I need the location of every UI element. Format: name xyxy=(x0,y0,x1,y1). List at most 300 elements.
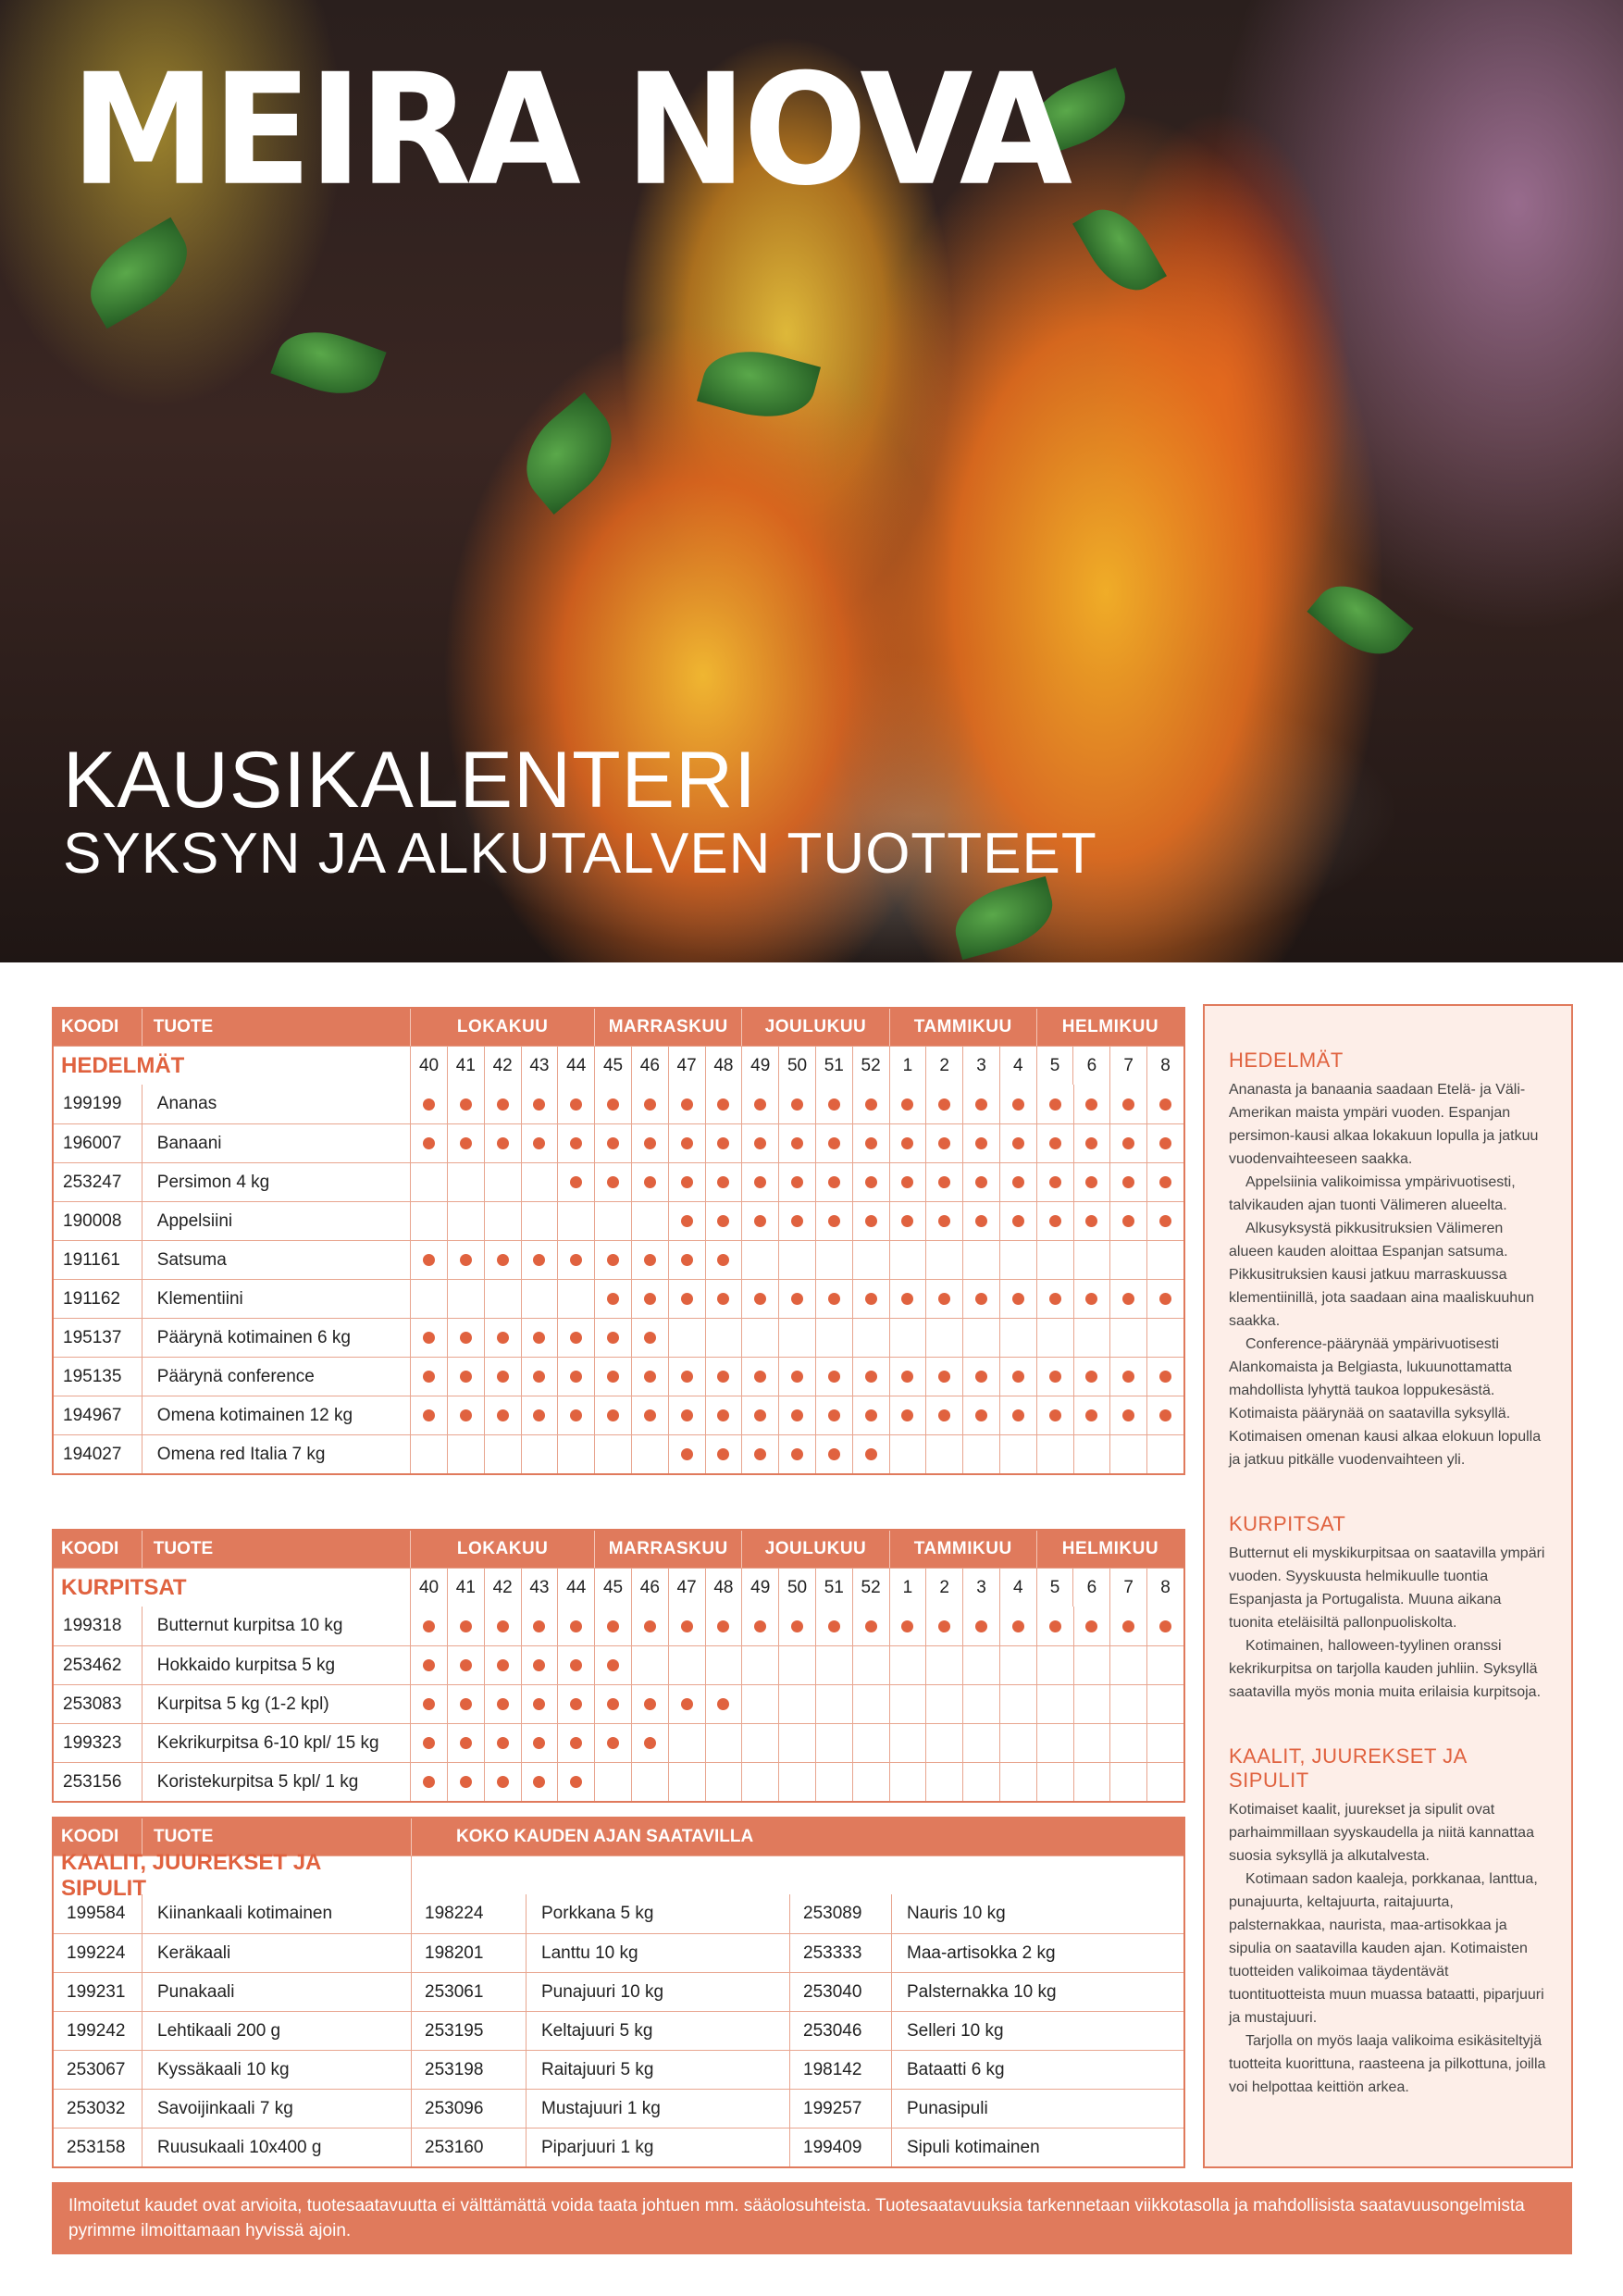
availability-dot-icon xyxy=(975,1293,987,1305)
availability-dot-icon xyxy=(570,1098,582,1111)
week-cell xyxy=(889,1607,926,1645)
week-cell xyxy=(484,1202,521,1240)
week-number: 50 xyxy=(778,1047,815,1085)
availability-dot-icon xyxy=(1049,1176,1061,1188)
week-cell xyxy=(1146,1358,1183,1396)
week-number: 40 xyxy=(410,1569,447,1607)
availability-dot-icon xyxy=(717,1215,729,1227)
week-cell xyxy=(815,1163,852,1201)
week-cell xyxy=(1036,1763,1073,1801)
week-number: 8 xyxy=(1146,1569,1183,1607)
week-cell xyxy=(447,1202,484,1240)
paragraph: Conference-päärynää ympärivuotisesti Alankomaista ja Belgiasta, lukuunottamatta mahdollista lyhyttä taukoa loppukesästä. Kotimaista päärynää on saatavilla syksyllä. Kotimaisen omenan kausi alkaa elokuun lopulla ja jatkuu pitkälle vuodenvaihteen yli. xyxy=(1229,1336,1542,1468)
product-code: 199231 xyxy=(67,1981,126,2002)
week-cell xyxy=(1036,1724,1073,1762)
availability-dot-icon xyxy=(1122,1137,1134,1149)
week-cell xyxy=(815,1319,852,1357)
availability-dot-icon xyxy=(423,1332,435,1344)
availability-dot-icon xyxy=(717,1293,729,1305)
availability-dot-icon xyxy=(975,1176,987,1188)
week-number: 49 xyxy=(741,1569,778,1607)
availability-dot-icon xyxy=(975,1620,987,1632)
availability-dot-icon xyxy=(497,1371,509,1383)
week-cell xyxy=(852,1646,889,1684)
week-cell xyxy=(1036,1085,1073,1123)
availability-dot-icon xyxy=(533,1371,545,1383)
availability-dot-icon xyxy=(681,1254,693,1266)
week-cell xyxy=(999,1319,1036,1357)
product-name: Raitajuuri 5 kg xyxy=(526,2051,789,2089)
week-cell xyxy=(1073,1163,1110,1201)
week-cell xyxy=(925,1319,962,1357)
availability-dot-icon xyxy=(644,1098,656,1111)
week-cell xyxy=(962,1319,999,1357)
week-cell xyxy=(962,1607,999,1645)
product-code: 253156 xyxy=(63,1771,122,1792)
week-number: 4 xyxy=(999,1569,1036,1607)
availability-dot-icon xyxy=(1122,1409,1134,1421)
week-cell xyxy=(484,1435,521,1473)
week-cell xyxy=(889,1280,926,1318)
week-cell xyxy=(594,1685,631,1723)
product-name: Ruusukaali 10x400 g xyxy=(142,2128,411,2166)
table-row xyxy=(54,2089,1183,2128)
week-cell xyxy=(521,1763,558,1801)
table-row xyxy=(54,1279,1183,1318)
week-cell xyxy=(778,1319,815,1357)
availability-dot-icon xyxy=(717,1448,729,1460)
availability-dot-icon xyxy=(570,1176,582,1188)
week-cell xyxy=(521,1202,558,1240)
week-cell xyxy=(1109,1358,1146,1396)
month-lokakuu: LOKAKUU xyxy=(410,1009,594,1046)
availability-dot-icon xyxy=(1085,1137,1097,1149)
week-number: 40 xyxy=(410,1047,447,1085)
product-name: Piparjuuri 1 kg xyxy=(526,2128,789,2166)
week-cell xyxy=(668,1607,705,1645)
week-cell xyxy=(1109,1163,1146,1201)
availability-dot-icon xyxy=(533,1098,545,1111)
week-number: 41 xyxy=(447,1569,484,1607)
availability-dot-icon xyxy=(570,1332,582,1344)
week-number: 44 xyxy=(557,1047,594,1085)
availability-dot-icon xyxy=(570,1254,582,1266)
availability-dot-icon xyxy=(901,1620,913,1632)
week-cell xyxy=(521,1124,558,1162)
product-name: Porkkana 5 kg xyxy=(526,1894,789,1933)
week-cell xyxy=(447,1241,484,1279)
mint-leaf-icon xyxy=(1307,569,1413,671)
availability-dot-icon xyxy=(1049,1371,1061,1383)
availability-dot-icon xyxy=(497,1737,509,1749)
week-cell xyxy=(1146,1202,1183,1240)
product-code: 191161 xyxy=(63,1249,120,1270)
week-cell xyxy=(741,1280,778,1318)
pumpkins-table xyxy=(52,1529,1185,1803)
availability-dot-icon xyxy=(644,1137,656,1149)
availability-dot-icon xyxy=(644,1254,656,1266)
week-cell xyxy=(999,1724,1036,1762)
week-cell xyxy=(962,1685,999,1723)
week-cell xyxy=(484,1163,521,1201)
product-name: Punasipuli xyxy=(891,2090,1183,2128)
week-cell xyxy=(447,1763,484,1801)
week-number: 45 xyxy=(594,1569,631,1607)
category-row xyxy=(54,1568,1183,1607)
week-cell xyxy=(1109,1085,1146,1123)
product-name: Päärynä conference xyxy=(142,1358,410,1396)
availability-dot-icon xyxy=(460,1737,472,1749)
week-cell xyxy=(815,1724,852,1762)
week-number: 5 xyxy=(1036,1047,1073,1085)
week-cell xyxy=(705,1280,742,1318)
availability-dot-icon xyxy=(533,1137,545,1149)
availability-dot-icon xyxy=(754,1176,766,1188)
week-cell xyxy=(852,1396,889,1434)
week-cell xyxy=(521,1396,558,1434)
week-cell xyxy=(668,1396,705,1434)
week-cell xyxy=(925,1435,962,1473)
availability-dot-icon xyxy=(1049,1409,1061,1421)
product-header: TUOTE xyxy=(142,1818,411,1855)
availability-dot-icon xyxy=(717,1620,729,1632)
product-name: Kekrikurpitsa 6-10 kpl/ 15 kg xyxy=(142,1724,410,1762)
week-cell xyxy=(447,1319,484,1357)
availability-dot-icon xyxy=(1159,1371,1171,1383)
week-cell xyxy=(410,1358,447,1396)
table-row xyxy=(54,1123,1183,1162)
week-number: 5 xyxy=(1036,1569,1073,1607)
week-cell xyxy=(1109,1607,1146,1645)
week-cell xyxy=(778,1358,815,1396)
week-cell xyxy=(410,1435,447,1473)
product-code: 191162 xyxy=(63,1288,120,1309)
paragraph: Kotimainen, halloween-tyylinen oranssi kekrikurpitsa on tarjolla kauden juhliin. Syksyllä saatavilla myös monia muita erilaisia kurpitsoja. xyxy=(1229,1638,1542,1700)
week-cell xyxy=(1146,1280,1183,1318)
week-cell xyxy=(705,1763,742,1801)
week-cell xyxy=(1036,1646,1073,1684)
week-cell xyxy=(594,1163,631,1201)
week-cell xyxy=(631,1724,668,1762)
week-number: 51 xyxy=(815,1569,852,1607)
week-cell xyxy=(1146,1763,1183,1801)
availability-dot-icon xyxy=(1012,1137,1024,1149)
availability-dot-icon xyxy=(644,1409,656,1421)
week-number: 49 xyxy=(741,1047,778,1085)
table-row xyxy=(54,1396,1183,1434)
availability-dot-icon xyxy=(1012,1293,1024,1305)
week-cell xyxy=(1146,1435,1183,1473)
code-header: KOODI xyxy=(61,1017,119,1036)
week-cell xyxy=(557,1358,594,1396)
code-header: KOODI xyxy=(61,1827,119,1846)
availability-dot-icon xyxy=(1159,1137,1171,1149)
availability-dot-icon xyxy=(1012,1215,1024,1227)
week-number: 1 xyxy=(889,1047,926,1085)
week-cell xyxy=(447,1280,484,1318)
week-cell xyxy=(1036,1607,1073,1645)
week-cell xyxy=(741,1607,778,1645)
week-cell xyxy=(447,1646,484,1684)
week-cell xyxy=(815,1435,852,1473)
availability-dot-icon xyxy=(570,1698,582,1710)
availability-dot-icon xyxy=(423,1254,435,1266)
week-cell xyxy=(410,1085,447,1123)
availability-dot-icon xyxy=(460,1620,472,1632)
availability-dot-icon xyxy=(754,1448,766,1460)
week-cell xyxy=(410,1685,447,1723)
availability-dot-icon xyxy=(533,1254,545,1266)
product-code: 253158 xyxy=(67,2137,126,2157)
week-cell xyxy=(668,1124,705,1162)
week-cell xyxy=(999,1607,1036,1645)
week-cell xyxy=(668,1163,705,1201)
availability-dot-icon xyxy=(533,1737,545,1749)
week-number: 46 xyxy=(631,1047,668,1085)
week-cell xyxy=(631,1358,668,1396)
product-code: 199323 xyxy=(63,1732,122,1753)
week-cell xyxy=(1146,1085,1183,1123)
product-code: 253333 xyxy=(789,1934,891,1972)
availability-dot-icon xyxy=(460,1098,472,1111)
week-cell xyxy=(705,1607,742,1645)
availability-dot-icon xyxy=(1122,1215,1134,1227)
week-cell xyxy=(521,1280,558,1318)
week-cell xyxy=(815,1763,852,1801)
week-cell xyxy=(741,1241,778,1279)
month-marraskuu: MARRASKUU xyxy=(594,1009,741,1046)
week-cell xyxy=(741,1319,778,1357)
week-cell xyxy=(1073,1124,1110,1162)
week-cell xyxy=(815,1607,852,1645)
week-cell xyxy=(705,1435,742,1473)
week-cell xyxy=(1036,1396,1073,1434)
week-cell xyxy=(1073,1396,1110,1434)
product-code: 253040 xyxy=(789,1973,891,2011)
week-cell xyxy=(447,1163,484,1201)
availability-dot-icon xyxy=(607,1698,619,1710)
table-row xyxy=(54,1162,1183,1201)
availability-dot-icon xyxy=(828,1409,840,1421)
week-cell xyxy=(889,1396,926,1434)
available-header: KOKO KAUDEN AJAN SAATAVILLA xyxy=(411,1818,1183,1855)
availability-dot-icon xyxy=(1049,1620,1061,1632)
product-name: Punajuuri 10 kg xyxy=(526,1973,789,2011)
week-cell xyxy=(852,1319,889,1357)
availability-dot-icon xyxy=(1049,1215,1061,1227)
week-cell xyxy=(631,1685,668,1723)
availability-dot-icon xyxy=(828,1620,840,1632)
availability-dot-icon xyxy=(717,1137,729,1149)
week-cell xyxy=(852,1358,889,1396)
brand-logo: MEIRA NOVA xyxy=(70,41,1070,220)
week-cell xyxy=(889,1163,926,1201)
availability-dot-icon xyxy=(570,1659,582,1671)
week-cell xyxy=(668,1202,705,1240)
availability-dot-icon xyxy=(1012,1098,1024,1111)
availability-dot-icon xyxy=(607,1737,619,1749)
availability-dot-icon xyxy=(460,1698,472,1710)
availability-dot-icon xyxy=(533,1332,545,1344)
availability-dot-icon xyxy=(901,1098,913,1111)
product-name: Kyssäkaali 10 kg xyxy=(142,2051,411,2089)
week-cell xyxy=(484,1280,521,1318)
product-code: 253160 xyxy=(411,2128,526,2166)
week-cell xyxy=(594,1607,631,1645)
availability-dot-icon xyxy=(717,1698,729,1710)
product-name: Banaani xyxy=(142,1124,410,1162)
week-number: 6 xyxy=(1072,1569,1109,1607)
product-code: 198142 xyxy=(789,2051,891,2089)
week-cell xyxy=(484,1607,521,1645)
table-header xyxy=(54,1531,1183,1568)
availability-dot-icon xyxy=(1159,1293,1171,1305)
availability-dot-icon xyxy=(607,1620,619,1632)
week-number: 45 xyxy=(594,1047,631,1085)
availability-dot-icon xyxy=(644,1293,656,1305)
week-cell xyxy=(925,1241,962,1279)
week-cell xyxy=(594,1763,631,1801)
product-name: Nauris 10 kg xyxy=(891,1894,1183,1933)
category-title: KURPITSAT xyxy=(61,1574,187,1600)
week-cell xyxy=(999,1163,1036,1201)
week-cell xyxy=(999,1435,1036,1473)
week-cell xyxy=(1073,1763,1110,1801)
table-row xyxy=(54,1607,1183,1645)
week-cell xyxy=(889,1435,926,1473)
availability-dot-icon xyxy=(865,1448,877,1460)
week-cell xyxy=(815,1646,852,1684)
week-cell xyxy=(447,1358,484,1396)
availability-dot-icon xyxy=(497,1098,509,1111)
availability-dot-icon xyxy=(828,1293,840,1305)
product-name: Kiinankaali kotimainen xyxy=(142,1894,411,1933)
product-code: 253096 xyxy=(411,2090,526,2128)
week-cell xyxy=(778,1124,815,1162)
week-cell xyxy=(925,1763,962,1801)
week-cell xyxy=(925,1202,962,1240)
table-row xyxy=(54,1723,1183,1762)
table-row xyxy=(54,2128,1183,2166)
product-name: Appelsiini xyxy=(142,1202,410,1240)
week-number: 2 xyxy=(925,1569,962,1607)
week-cell xyxy=(668,1435,705,1473)
table-row xyxy=(54,1645,1183,1684)
week-cell xyxy=(410,1163,447,1201)
product-name: Butternut kurpitsa 10 kg xyxy=(142,1607,410,1645)
week-cell xyxy=(889,1085,926,1123)
week-cell xyxy=(1146,1319,1183,1357)
week-cell xyxy=(815,1280,852,1318)
week-cell xyxy=(410,1396,447,1434)
week-cell xyxy=(557,1396,594,1434)
availability-dot-icon xyxy=(607,1371,619,1383)
paragraph: Tarjolla on myös laaja valikoima esikäsiteltyjä tuotteita kuorittuna, raasteena ja pilkottuna, joilla voi helpottaa keittiön arkea. xyxy=(1229,2033,1546,2095)
table-row xyxy=(54,1201,1183,1240)
product-name: Klementiini xyxy=(142,1280,410,1318)
availability-dot-icon xyxy=(1085,1176,1097,1188)
week-cell xyxy=(1109,1280,1146,1318)
availability-dot-icon xyxy=(607,1409,619,1421)
product-code: 253462 xyxy=(63,1655,122,1675)
availability-dot-icon xyxy=(1159,1176,1171,1188)
table-row xyxy=(54,2050,1183,2089)
mint-leaf-icon xyxy=(1072,196,1167,304)
product-name: Palsternakka 10 kg xyxy=(891,1973,1183,2011)
week-cell xyxy=(852,1435,889,1473)
week-cell xyxy=(852,1763,889,1801)
product-code: 199318 xyxy=(63,1616,122,1635)
week-number: 52 xyxy=(852,1047,889,1085)
availability-dot-icon xyxy=(717,1254,729,1266)
week-cell xyxy=(962,1124,999,1162)
week-cell xyxy=(668,1685,705,1723)
availability-dot-icon xyxy=(754,1409,766,1421)
week-cell xyxy=(741,1685,778,1723)
week-cell xyxy=(1073,1607,1110,1645)
availability-dot-icon xyxy=(791,1371,803,1383)
week-cell xyxy=(815,1358,852,1396)
week-cell xyxy=(815,1202,852,1240)
week-number: 42 xyxy=(484,1047,521,1085)
week-number: 7 xyxy=(1109,1569,1146,1607)
week-cell xyxy=(962,1202,999,1240)
availability-dot-icon xyxy=(938,1620,950,1632)
week-cell xyxy=(1036,1241,1073,1279)
product-code: 190008 xyxy=(63,1210,122,1231)
availability-dot-icon xyxy=(865,1176,877,1188)
availability-dot-icon xyxy=(497,1332,509,1344)
category-row xyxy=(54,1046,1183,1085)
availability-dot-icon xyxy=(828,1098,840,1111)
product-code: 253067 xyxy=(67,2059,126,2079)
product-code: 199199 xyxy=(63,1094,122,1113)
week-number: 48 xyxy=(705,1047,742,1085)
week-cell xyxy=(631,1202,668,1240)
week-cell xyxy=(962,1241,999,1279)
availability-dot-icon xyxy=(681,1137,693,1149)
availability-dot-icon xyxy=(1122,1620,1134,1632)
week-cell xyxy=(962,1163,999,1201)
availability-dot-icon xyxy=(497,1409,509,1421)
product-code: 253089 xyxy=(789,1894,891,1933)
week-cell xyxy=(889,1202,926,1240)
week-cell xyxy=(1036,1319,1073,1357)
week-cell xyxy=(631,1280,668,1318)
product-name: Koristekurpitsa 5 kpl/ 1 kg xyxy=(142,1763,410,1801)
availability-dot-icon xyxy=(938,1176,950,1188)
month-tammikuu: TAMMIKUU xyxy=(889,1009,1036,1046)
availability-dot-icon xyxy=(570,1620,582,1632)
week-cell xyxy=(447,1396,484,1434)
week-cell xyxy=(852,1124,889,1162)
week-cell xyxy=(521,1685,558,1723)
week-cell xyxy=(778,1724,815,1762)
product-name: Bataatti 6 kg xyxy=(891,2051,1183,2089)
product-header: TUOTE xyxy=(142,1531,410,1568)
week-cell xyxy=(1109,1124,1146,1162)
product-code: 198201 xyxy=(411,1934,526,1972)
product-code: 253032 xyxy=(67,2098,126,2118)
week-number: 2 xyxy=(925,1047,962,1085)
week-cell xyxy=(594,1124,631,1162)
availability-dot-icon xyxy=(681,1098,693,1111)
product-code: 199584 xyxy=(67,1904,126,1923)
product-code: 253198 xyxy=(411,2051,526,2089)
week-cell xyxy=(1146,1685,1183,1723)
product-name: Hokkaido kurpitsa 5 kg xyxy=(142,1646,410,1684)
availability-dot-icon xyxy=(1012,1176,1024,1188)
